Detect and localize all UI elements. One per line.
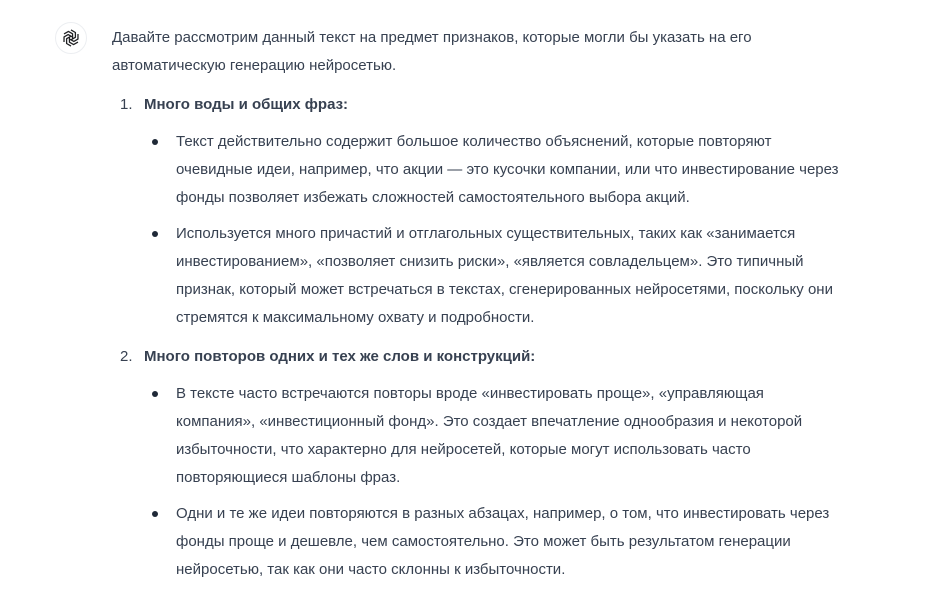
list-item — [112, 220, 842, 332]
section-title: Много воды и общих фраз: — [144, 96, 349, 113]
bullet-dot — [152, 391, 158, 397]
bullet-text: Текст действительно содержит большое количество объяснений, которые повторяют очевидные идеи, например, что акции — это кусочки компании, или что инвестирование через фонды позволяет избежать сложностей самостоятельного выбора акций. — [176, 133, 839, 206]
assistant-message — [112, 24, 842, 584]
intro-paragraph: Давайте рассмотрим данный текст на предмет признаков, которые могли бы указать на его автоматическую генерацию нейросетью. — [112, 29, 752, 74]
bullet-text: Используется много причастий и отглагольных существительных, таких как «занимается инвестированием», «позволяет снизить риски», «является совладельцем». Это типичный признак, который может встречаться в текстах, сгенерированных нейросетями, поскольку они стремятся к максимальному охвату и подробности. — [176, 225, 833, 326]
assistant-avatar — [55, 22, 87, 54]
list-item — [112, 500, 842, 584]
section-title: Много повторов одних и тех же слов и конструкций: — [144, 348, 536, 365]
list-item — [112, 380, 842, 492]
bullet-list-2 — [112, 380, 842, 584]
bullet-dot — [152, 511, 158, 517]
list-item — [112, 128, 842, 212]
section-number: 2. — [120, 348, 133, 365]
bullet-dot — [152, 231, 158, 237]
section-heading-2 — [112, 343, 842, 371]
bullet-text: Одни и те же идеи повторяются в разных абзацах, например, о том, что инвестировать через фонды проще и дешевле, чем самостоятельно. Это может быть результатом генерации нейросетью, так как они часто склонны к избыточности. — [176, 505, 830, 578]
section-heading-1 — [112, 91, 842, 119]
openai-logo-icon — [60, 27, 82, 49]
section-number: 1. — [120, 96, 133, 113]
bullet-list-1 — [112, 128, 842, 332]
bullet-text: В тексте часто встречаются повторы вроде «инвестировать проще», «управляющая компания», «инвестиционный фонд». Это создает впечатление однообразия и некоторой избыточности, что характерно для нейросетей, которые могут использовать часто повторяющиеся шаблоны фраз. — [176, 385, 803, 486]
bullet-dot — [152, 139, 158, 145]
